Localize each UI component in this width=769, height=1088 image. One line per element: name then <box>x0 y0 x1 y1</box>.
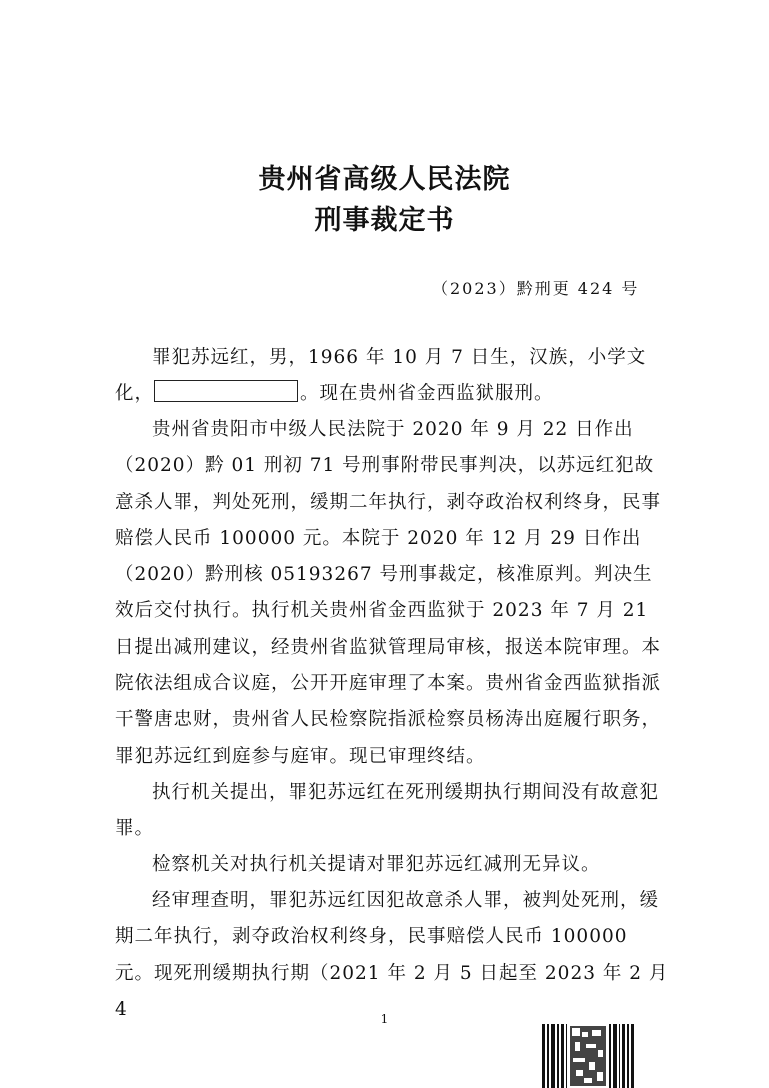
redaction-box <box>154 380 298 402</box>
paragraph-procuratorate-opinion: 检察机关对执行机关提请对罪犯苏远红减刑无异议。 <box>152 854 601 875</box>
defendant-location-text: 。现在贵州省金西监狱服刑。 <box>300 383 554 405</box>
qr-code-icon <box>542 1022 634 1088</box>
court-name: 贵州省高级人民法院 <box>258 164 511 195</box>
page-number: 1 <box>380 1012 389 1026</box>
paragraph-defendant-info <box>115 340 671 413</box>
paragraph-case-history: 贵州省贵阳市中级人民法院于 2020 年 9 月 22 日作出（2020）黔 01 刑初 71 号刑事附带民事判决，以苏远红犯故意杀人罪，判处死刑，缓期二年执行，剥夺政治权利终身，民事赔偿人民币 100000 元。本院于 2020 年 12 月 29 日作出（2020）黔刑核 05193267 号刑事裁定，核准原判。判决生效后交付执行。执行机关贵州省金西监狱于 2023 年 7 月 21 日提出减刑建议，经贵州省监狱管理局审核，报送本院审理。本院依法组成合议庭，公开开庭审理了本案。贵州省金西监狱指派干警唐忠财，贵州省人民检察院指派检察员杨涛出庭履行职务，罪犯苏远红到庭参与庭审。现已审理终结。 <box>115 419 662 767</box>
case-number: （2023）黔刑更 424 号 <box>432 279 640 298</box>
paragraph-executor-proposal: 执行机关提出，罪犯苏远红在死刑缓期执行期间没有故意犯罪。 <box>115 782 660 840</box>
paragraph-findings: 经审理查明，罪犯苏远红因犯故意杀人罪，被判处死刑，缓期二年执行，剥夺政治权利终身，民事赔偿人民币 100000 元。现死刑缓期执行期（2021 年 2 月 5 日起至 2023 年 2 月 4 <box>115 890 669 1020</box>
defendant-info-text: 罪犯苏远红，男，1966 年 10 月 7 日生，汉族，小学文化， <box>115 347 647 405</box>
document-title: 刑事裁定书 <box>314 205 455 236</box>
